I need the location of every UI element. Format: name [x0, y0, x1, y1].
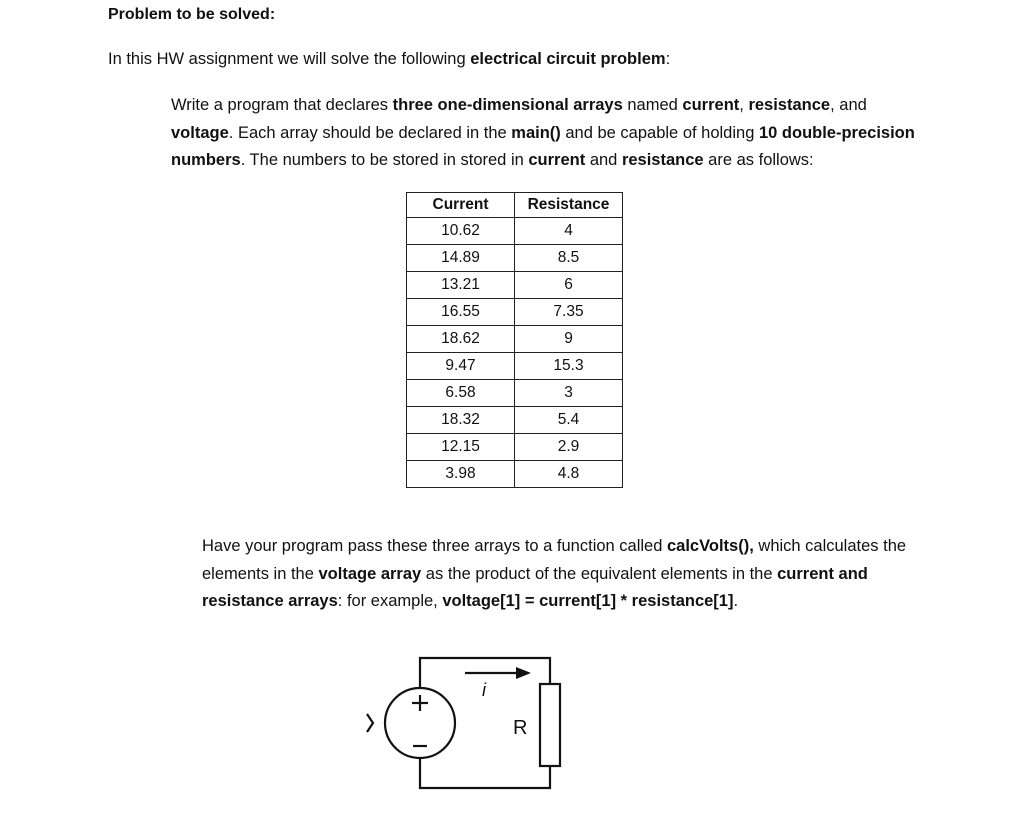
cell-resistance: 4.8: [515, 461, 623, 488]
circuit-diagram: [350, 650, 580, 800]
table-row: [407, 407, 623, 434]
cell-resistance: 5.4: [515, 407, 623, 434]
table-row: [407, 218, 623, 245]
resistor-label: R: [513, 717, 528, 739]
table-row: [407, 380, 623, 407]
function-description: Have your program pass these three arrays to a function called calcVolts(), which calculates the elements in the voltage array as the product of the equivalent elements in the current and resistance arrays: for example, voltage[1] = current[1] * resistance[1].: [202, 537, 907, 610]
table-row: [407, 461, 623, 488]
resistor-icon: [540, 684, 560, 766]
current-label: i: [482, 680, 486, 700]
cell-resistance: 2.9: [515, 434, 623, 461]
cell-current: 13.21: [407, 272, 515, 299]
voltage-arrow-icon: [367, 714, 373, 732]
cell-resistance: 6: [515, 272, 623, 299]
table-header-row: [407, 193, 623, 218]
cell-resistance: 9: [515, 326, 623, 353]
cell-resistance: 15.3: [515, 353, 623, 380]
table-row: [407, 245, 623, 272]
cell-resistance: 3: [515, 380, 623, 407]
circuit-wire-bottom: [420, 758, 550, 788]
cell-current: 12.15: [407, 434, 515, 461]
cell-current: 18.32: [407, 407, 515, 434]
cell-resistance: 8.5: [515, 245, 623, 272]
cell-current: 6.58: [407, 380, 515, 407]
problem-statement: Write a program that declares three one-dimensional arrays named current, resistance, and voltage. Each array should be declared in the main() and be capable of holding 10 double-precision numbers. The numbers to be stored in stored in current and resistance are as follows:: [171, 96, 915, 169]
intro-paragraph: In this HW assignment we will solve the following electrical circuit problem:: [108, 50, 671, 68]
cell-current: 10.62: [407, 218, 515, 245]
cell-current: 9.47: [407, 353, 515, 380]
cell-current: 16.55: [407, 299, 515, 326]
current-resistance-table: [406, 192, 623, 488]
cell-current: 3.98: [407, 461, 515, 488]
current-arrowhead-icon: [516, 667, 531, 679]
cell-current: 18.62: [407, 326, 515, 353]
header-current: Current: [407, 193, 515, 218]
cell-resistance: 7.35: [515, 299, 623, 326]
table-row: [407, 272, 623, 299]
cell-resistance: 4: [515, 218, 623, 245]
table-row: [407, 434, 623, 461]
cell-current: 14.89: [407, 245, 515, 272]
table-row: [407, 326, 623, 353]
header-resistance: Resistance: [515, 193, 623, 218]
table-row: [407, 299, 623, 326]
emphasis: electrical circuit problem: [470, 50, 666, 68]
table-row: [407, 353, 623, 380]
page-heading: Problem to be solved:: [108, 6, 276, 23]
